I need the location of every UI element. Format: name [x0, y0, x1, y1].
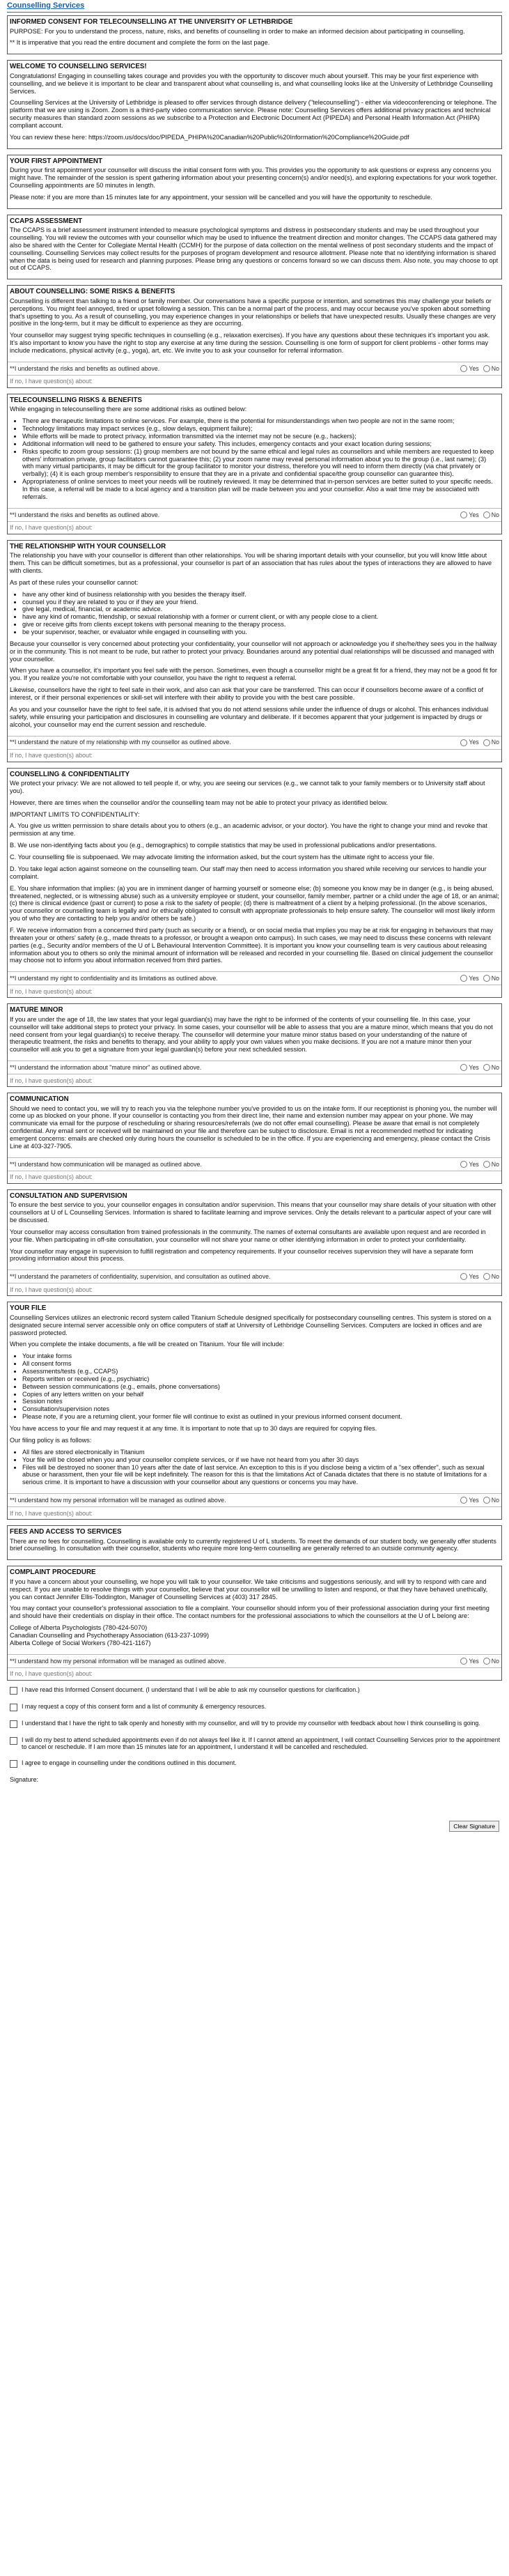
paragraph: Your counsellor may access consultation from trained professionals in the community. The names of external consultants are available upon request and are recorded in your file. When participating in off-site consultation, your counsellor will not share your name or other identifying information in order to protect your confidentiality. — [10, 1228, 486, 1243]
section-body — [8, 1578, 501, 1654]
radio-yes-label: Yes — [469, 364, 479, 372]
acknowledgement-text: **I understand the nature of my relationship with my counsellor as outlined above. — [10, 739, 231, 746]
radio-no-label: No — [491, 1657, 499, 1665]
section-title: TELECOUNSELLING RISKS & BENEFITS — [10, 396, 142, 404]
section-minor — [7, 1003, 502, 1087]
radio-no-circle[interactable] — [483, 365, 490, 372]
acknowledgement-text: **I understand the parameters of confidentiality, supervision, and consultation as outlined above. — [10, 1273, 271, 1281]
sections-container — [7, 15, 502, 1681]
clear-signature-button[interactable]: Clear Signature — [449, 1821, 499, 1832]
question-input[interactable] — [8, 1667, 501, 1680]
radio-no-circle[interactable] — [483, 1497, 490, 1504]
section-body — [8, 167, 501, 208]
consent-checkbox-item[interactable] — [7, 1720, 502, 1728]
bullet-item: • give or receive gifts from clients except tokens with personal meaning to the therapy process. — [22, 621, 499, 628]
checkbox[interactable] — [10, 1720, 17, 1728]
paragraph: There are no fees for counselling. Counselling is available only to currently registered U of L students. To meet the demands of our student body, we generally offer students brief counselling. In consultation with their counsellor, students who require more long-term counselling are generally referred to an outside community agency. — [10, 1537, 496, 1552]
radio-yes[interactable] — [460, 1658, 478, 1665]
paragraph: Our filing policy is as follows: — [10, 1436, 92, 1444]
section-informed — [7, 15, 502, 54]
paragraph: While engaging in telecounselling there are some additional risks as outlined below: — [10, 406, 247, 413]
radio-no-label: No — [491, 1063, 499, 1071]
bullet-item: • Technology limitations may impact services (e.g., slow delays, equipment failure); — [22, 425, 499, 433]
question-input[interactable] — [8, 375, 501, 387]
section-body — [8, 1201, 501, 1270]
checkbox[interactable] — [10, 1760, 17, 1768]
section-title: COMMUNICATION — [10, 1095, 69, 1104]
acknowledgement-text: **I understand how my personal information will be managed as outlined above. — [10, 1496, 226, 1504]
section-first — [7, 155, 502, 209]
acknowledgement-row — [8, 508, 501, 521]
radio-no[interactable] — [483, 511, 499, 518]
checkbox-label: I understand that I have the right to talk openly and honestly with my counsellor, and will try to provide my counsellor with feedback about how I think counselling is going. — [22, 1719, 480, 1727]
question-input[interactable] — [8, 1171, 501, 1183]
bullet-item: • Between session communications (e.g., emails, phone conversations) — [22, 1383, 499, 1391]
bullet-item: • All consent forms — [22, 1360, 499, 1368]
section-file — [7, 1302, 502, 1520]
radio-yes-circle[interactable] — [460, 1658, 467, 1665]
paragraph: As part of these rules your counsellor cannot: — [10, 578, 139, 586]
bullet-item: • have any other kind of business relationship with you besides the therapy itself. — [22, 591, 499, 599]
radio-yes-label: Yes — [469, 511, 479, 518]
paragraph: Congratulations! Engaging in counselling takes courage and provides you with the opportunity to discover much about yourself. This may be your first experience with counselling, and we believe it is important to be clear and transparent about what counselling is, and what counselling looks like at the University of Lethbridge Counselling Services. — [10, 72, 493, 95]
radio-yes[interactable] — [460, 511, 478, 518]
section-about — [7, 285, 502, 388]
paragraph: IMPORTANT LIMITS TO CONFIDENTIALITY: — [10, 810, 140, 818]
radio-no-circle[interactable] — [483, 1161, 490, 1168]
consent-checklist — [7, 1686, 502, 1768]
checkbox[interactable] — [10, 1737, 17, 1745]
radio-no-label: No — [491, 1496, 499, 1504]
yes-no-radio-group — [460, 739, 499, 746]
paragraph: The CCAPS is a brief assessment instrument intended to measure psychological symptoms and distress in postsecondary students and may be used throughout your counselling. You will review the outcomes with your counsellor which may be used to influence the treatment direction and monitor changes. The CCAPS data gathered may also be shared with the Center for Collegiate Mental Health (CCMH) for the purpose of data collection on the mental wellness of post secondary students and the impact of counselling. Counselling Services may collect results for the purposes of program development and resource allotment. Please note that no identifying information is shared when the data is being used for research and planning purposes. Please bring any questions or concerns forward so we can discuss them. Also note, you may choose to opt out of CCAPS. — [10, 226, 499, 272]
radio-no-circle[interactable] — [483, 1273, 490, 1280]
section-title: CCAPS ASSESSMENT — [10, 217, 83, 225]
radio-no[interactable] — [483, 739, 499, 746]
section-welcome — [7, 60, 502, 148]
checkbox[interactable] — [10, 1704, 17, 1711]
radio-yes-circle[interactable] — [460, 511, 467, 518]
paragraph: During your first appointment your counsellor will discuss the initial consent form with you. This provides you the opportunity to ask questions or express any concerns you might have. The remainder of the session is spent gathering information about your presenting concern(s) and/or need(s), and exploring expectations for your work together. Counselling appointments are 50 minutes in length. — [10, 167, 498, 189]
bullet-item: • While efforts will be made to protect privacy, information transmitted via the internet may not be secure (e.g., hackers); — [22, 433, 499, 440]
section-body — [8, 406, 501, 507]
yes-no-radio-group — [460, 365, 499, 372]
yes-no-radio-group — [460, 1064, 499, 1071]
radio-no-circle[interactable] — [483, 739, 490, 746]
question-input[interactable] — [8, 1506, 501, 1519]
radio-no[interactable] — [483, 1064, 499, 1071]
section-title: COMPLAINT PROCEDURE — [10, 1568, 96, 1577]
yes-no-radio-group — [460, 1273, 499, 1280]
paragraph: You may contact your counsellor's professional association to file a complaint. Your counsellor should inform you of their professional association during your first meeting and should have their credentials on display in their office. The contact numbers for the professional associations to which the counsellors at the U of L belong are: — [10, 1605, 490, 1620]
acknowledgement-row — [8, 1654, 501, 1667]
radio-yes[interactable] — [460, 1497, 478, 1504]
paragraph: If you are under the age of 18, the law states that your legal guardian(s) may have the right to be informed of the contents of your counselling file. In this case, your counsellor will take additional steps to protect your privacy. In some cases, your counsellor will be able to assess that you are a mature minor, which means that you do not need consent from your legal guardian(s) to receive therapy. The counsellor will determine your mature minor status based on your understanding of the nature of therapeutic treatment, the risks and benefits to therapy, and your ability to apply your own values when you make decisions. If you are not a mature minor then your counsellor will ask you to get a signature from your legal guardian(s) before your next scheduled session. — [10, 1015, 493, 1054]
bullet-list — [10, 1449, 499, 1486]
section-title: COUNSELLING & CONFIDENTIALITY — [10, 770, 130, 778]
signature-block — [7, 1776, 502, 1833]
acknowledgement-row — [8, 1061, 501, 1074]
bullet-item: • Please note, if you are a returning client, your former file will continue to exist as outlined in your previous informed consent document. — [22, 1413, 499, 1421]
radio-yes[interactable] — [460, 1273, 478, 1280]
acknowledgement-row — [8, 1270, 501, 1283]
section-title: ABOUT COUNSELLING: SOME RISKS & BENEFITS — [10, 288, 175, 296]
bullet-item: • Consultation/supervision notes — [22, 1405, 499, 1413]
paragraph: ** It is imperative that you read the entire document and complete the form on the last page. — [10, 39, 270, 47]
acknowledgement-text: **I understand the risks and benefits as outlined above. — [10, 364, 160, 372]
section-body — [8, 1314, 501, 1493]
radio-yes-circle[interactable] — [460, 1064, 467, 1071]
paragraph: D. You take legal action against someone on the counselling team. Our staff may then need to access information you shared while receiving our services to handle your complaint. — [10, 865, 487, 880]
section-body — [8, 552, 501, 735]
paragraph: If you have a concern about your counselling, we hope you will talk to your counsellor. We take criticisms and suggestions seriously, and will try to respond with care and respect. If you are unable to resolve things with your counsellor, believe that your counsellor will be unwilling to listen and respond, or that they have behaved unethically, you can contact Jennifer Ellis-Toddington, Manager of Counselling Services at (403) 317 2845. — [10, 1578, 488, 1601]
paragraph: We protect your privacy: We are not allowed to tell people if, or why, you are seeing our services (e.g., we cannot talk to your family members or to University staff about you). — [10, 780, 485, 794]
acknowledgement-text: **I understand my right to confidentiality and its limitations as outlined above. — [10, 975, 218, 982]
section-fees — [7, 1525, 502, 1560]
section-title: WELCOME TO COUNSELLING SERVICES! — [10, 63, 147, 71]
bullet-list — [10, 591, 499, 636]
section-body — [8, 1538, 501, 1560]
paragraph: E. You share information that implies: (a) you are in imminent danger of harming yourself or someone else; (b) someone you know may be in danger (e.g., is being abused, threatened, neglected, or is witnessing abuse) such as a university employee or student, your counsellor, family member, partner or a child under the age of 18, or an animal; (c) there is clinical evidence (past or current) to pose a risk to the safety of people; (d) there is maltreatment of a client by a helping professional. (In the above scenarios, your counsellor or counselling team is legally and /or ethically obligated to consult with appropriate professionals to help ensure safety. The counsellor will most likely inform you of who they are contacting to help you and/or others be safe.) — [10, 884, 499, 923]
radio-no[interactable] — [483, 1161, 499, 1168]
radio-yes-label: Yes — [469, 1160, 479, 1168]
bullet-item: • Copies of any letters written on your behalf — [22, 1391, 499, 1398]
paragraph: Counselling Services at the University of Lethbridge is pleased to offer services through distance delivery ("telecounselling") - either via videoconferencing or telephone. The platform that we are using is Zoom. Zoom is a third-party video communication service. Please note: Counselling Services offers additional privacy practices and technical security measures than standard zoom sessions as we subscribe to a Protection and Electronic Document Act (PIPEDA) and Personal Health Information Act (PHIPA) compliant account. — [10, 99, 497, 129]
question-input[interactable] — [8, 1283, 501, 1295]
signature-label: Signature: — [10, 1775, 39, 1783]
bullet-item: • Appropriateness of online services to meet your needs will be routinely reviewed. It may be determined that in-person services are better suited to your specific needs. In this case, a referral will be made to a local agency and a transition plan will be made between you and your counsellor. Also a wait time may be associated with referrals. — [22, 478, 499, 501]
section-relationship — [7, 540, 502, 762]
bullet-item: • counsel you if they are related to you or if they are your friend. — [22, 599, 499, 606]
section-title: CONSULTATION AND SUPERVISION — [10, 1191, 127, 1200]
bullet-list — [10, 417, 499, 500]
question-input[interactable] — [8, 985, 501, 997]
radio-yes-label: Yes — [469, 1063, 479, 1071]
paragraph: A. You give us written permission to share details about you to others (e.g., an academic advisor, or your doctor). You have the right to change your mind and revoke that permission at any time. — [10, 822, 487, 838]
radio-yes-circle[interactable] — [460, 1161, 467, 1168]
paragraph: F. We receive information from a concerned third party (such as security or a friend), or on social media that implies you may be at risk for engaging in behaviours that may threaten your or others' safety (e.g., made threats to a professor, or brought a weapon onto campus). In such cases, we may need to discuss these concerns with relevant parties (e.g., Security and/or members of the U of L Behavioural Intervention Committee). It is important you know your counselling team is very cautious about releasing information about you to others so only the minimal amount of information will be released and recorded in your counselling file. Based on clinical judgement the counsellor may choose not to inform you about information received from third parties. — [10, 926, 494, 964]
bullet-item: • There are therapeutic limitations to online services. For example, there is the potential for misunderstandings when two people are not in the same room; — [22, 417, 499, 425]
acknowledgement-text: **I understand the information about "mature minor" as outlined above. — [10, 1063, 202, 1071]
radio-yes[interactable] — [460, 1064, 478, 1071]
radio-yes-label: Yes — [469, 1273, 479, 1281]
radio-no-label: No — [491, 364, 499, 372]
section-title: INFORMED CONSENT FOR TELECOUNSELLING AT THE UNIVERSITY OF LETHBRIDGE — [10, 17, 293, 26]
section-title: MATURE MINOR — [10, 1006, 63, 1015]
bullet-item: • Assessments/tests (e.g., CCAPS) — [22, 1368, 499, 1375]
page-title-link[interactable]: Counselling Services — [7, 1, 85, 10]
radio-yes[interactable] — [460, 365, 478, 372]
section-body — [8, 1016, 501, 1061]
yes-no-radio-group — [460, 1161, 499, 1168]
paragraph: Please note: if you are more than 15 minutes late for any appointment, your session will be cancelled and you will have the opportunity to reschedule. — [10, 193, 432, 201]
bullet-item: • be your supervisor, teacher, or evaluator while engaged in counselling with you. — [22, 628, 499, 636]
section-communication — [7, 1093, 502, 1184]
checkbox-label: I agree to engage in counselling under the conditions outlined in this document. — [22, 1759, 237, 1766]
acknowledgement-row — [8, 736, 501, 749]
radio-no-label: No — [491, 975, 499, 982]
section-title: YOUR FILE — [10, 1304, 47, 1313]
consent-checkbox-item[interactable] — [7, 1686, 502, 1695]
paragraph: Because your counsellor is very concerned about protecting your confidentiality, your counsellor will not approach or acknowledge you if she/he/they sees you in the hallway or in the community. This is not meant to be rude, but rather to protect your privacy. Boundaries around any potential dual relationships will be discussed and managed with your counsellor. — [10, 640, 497, 663]
checkbox-label: I may request a copy of this consent form and a list of community & emergency resources. — [22, 1702, 267, 1710]
paragraph: Counselling Services utilizes an electronic record system called Titanium Schedule designed specifically for postsecondary counselling centres. This system is stored on a designated secure internal server accessible only on office computers of staff at University of Lethbridge Counselling Services. Computers are locked in offices and are password protected. — [10, 1313, 492, 1336]
checkbox-label: I have read this Informed Consent document. (I understand that I will be able to ask my counsellor questions for clarification.) — [22, 1686, 360, 1693]
radio-yes[interactable] — [460, 739, 478, 746]
acknowledgement-text: **I understand how my personal information will be managed as outlined above. — [10, 1657, 226, 1665]
radio-no[interactable] — [483, 975, 499, 982]
consent-checkbox-item[interactable] — [7, 1736, 502, 1751]
radio-yes[interactable] — [460, 975, 478, 982]
paragraph: However, there are times when the counsellor and/or the counselling team may not be able to protect your privacy as identified below. — [10, 799, 388, 806]
bullet-item: • All files are stored electronically in Titanium — [22, 1449, 499, 1456]
section-body — [8, 780, 501, 971]
header-divider — [7, 12, 502, 13]
yes-no-radio-group — [460, 975, 499, 982]
bullet-item: • give legal, medical, financial, or academic advice. — [22, 606, 499, 613]
radio-no[interactable] — [483, 1273, 499, 1280]
radio-yes-label: Yes — [469, 1496, 479, 1504]
radio-yes-circle[interactable] — [460, 1273, 467, 1280]
radio-yes[interactable] — [460, 1161, 478, 1168]
section-ccaps — [7, 215, 502, 280]
bullet-list — [10, 1352, 499, 1421]
paragraph: When you complete the intake documents, a file will be created on Titanium. Your file will include: — [10, 1341, 285, 1348]
bullet-item: • Reports written or received (e.g., psychiatric) — [22, 1375, 499, 1383]
paragraph: College of Alberta Psychologists (780-424-5070) Canadian Counselling and Psychotherapy Association (613-237-1099) Alberta College of Social Workers (780-421-1167) — [10, 1624, 210, 1646]
section-confidentiality — [7, 768, 502, 998]
acknowledgement-row — [8, 971, 501, 985]
checkbox[interactable] — [10, 1687, 17, 1695]
section-body — [8, 72, 501, 148]
section-body — [8, 298, 501, 362]
yes-no-radio-group — [460, 1497, 499, 1504]
checkbox-label: I will do my best to attend scheduled appointments even if do not always feel like it. If I cannot attend an appointment, I will contact Counselling Services prior to the appointment to cancel or reschedule. If I am more than 15 minutes late for an appointment, I understand it will be cancelled and rescheduled. — [22, 1736, 501, 1751]
section-body — [8, 28, 501, 54]
radio-yes-label: Yes — [469, 1657, 479, 1665]
section-body — [8, 226, 501, 279]
paragraph: The relationship you have with your counsellor is different than other relationships. You will be sharing important details with your counsellor, but you will know little about them. This can be difficult sometimes, but as a professional, your counsellor is part of an association that has rules about the types of interactions they are allowed to have with clients. — [10, 552, 492, 575]
radio-no-circle[interactable] — [483, 975, 490, 982]
section-complaint — [7, 1566, 502, 1680]
bullet-item: • Your intake forms — [22, 1352, 499, 1360]
section-consultation — [7, 1189, 502, 1297]
radio-yes-circle[interactable] — [460, 1497, 467, 1504]
acknowledgement-text: **I understand how communication will be managed as outlined above. — [10, 1160, 202, 1168]
paragraph: To ensure the best service to you, your counsellor engages in consultation and/or supervision. This means that your counsellor may share details of your situation with other counsellors at U of L Counselling Services. Information is shared to facilitate learning and improve services. Only the details relevant to a particular aspect of your care will be discussed. — [10, 1201, 496, 1224]
paragraph: When you have a counsellor, it's important you feel safe with the person. Sometimes, even though a counsellor might be a great fit for a friend, they may not be a good fit for you. If you realize you're not comfortable with your counsellor, you have the right to request a referral. — [10, 667, 497, 682]
radio-no-label: No — [491, 739, 499, 746]
radio-no[interactable] — [483, 1497, 499, 1504]
bullet-item: • Files will be destroyed no sooner than 10 years after the date of last service. An exception to this is if you disclose being a victim of a "sex offender", such as sexual abuse or harassment, then your file will be kept indefinitely. The reason for this is that the limitations Act of Canada dictates that there is no statute of limitations for a serious crime. It is important to have a discussion with your counsellor about any questions or concerns you may have. — [22, 1464, 499, 1487]
radio-yes-circle[interactable] — [460, 975, 467, 982]
question-input[interactable] — [8, 521, 501, 534]
bullet-item: • Session notes — [22, 1398, 499, 1405]
radio-no-circle[interactable] — [483, 1658, 490, 1665]
section-title: THE RELATIONSHIP WITH YOUR COUNSELLOR — [10, 542, 166, 550]
paragraph: Likewise, counsellors have the right to feel safe in their work, and also can ask that your care be transferred. This can occur if counsellors become aware of a conflict of interest, or if their personal experiences or skill-set will interfere with their ability to provide you with the best care possible. — [10, 686, 484, 702]
radio-yes-label: Yes — [469, 975, 479, 982]
yes-no-radio-group — [460, 1658, 499, 1665]
paragraph: Your counsellor may engage in supervision to fulfill registration and competency requirements. If your counsellor receives supervision they will have a separate form providing information about this process. — [10, 1247, 473, 1263]
bullet-item: • Additional information will need to be gathered to ensure your safety. This includes, emergency contacts and your exact location during sessions; — [22, 440, 499, 448]
acknowledgement-text: **I understand the risks and benefits as outlined above. — [10, 511, 160, 518]
bullet-item: • Your file will be closed when you and your counsellor complete services, or if we have not heard from you after 30 days — [22, 1456, 499, 1464]
paragraph: Your counsellor may suggest trying specific techniques in counselling (e.g., relaxation exercises). If you have any questions about these techniques it's important you ask. It's also important to know you have the right to stop any exercise at any time during the session. Counselling is one form of support for client problems - other forms may include medications, physical activity (e.g., yoga), art, etc. We invite you to ask your counsellor for referral information. — [10, 332, 490, 355]
paragraph: Counselling is different than talking to a friend or family member. Our conversations have a specific purpose or intention, and sometimes this may challenge your beliefs or perceptions. You might feel annoyed, tired or upset following a session. This can be a normal part of the process, and may occur because you've spoken about something that's upsetting to you. As a result of counselling, you may experience changes in your relationships or beliefs that have unexpected results. Usually these changes are very positive in the long-term, but it may be difficult to experience as they are occurring. — [10, 297, 496, 327]
radio-yes-circle[interactable] — [460, 739, 467, 746]
section-tele — [7, 394, 502, 534]
signature-pad[interactable] — [10, 1783, 38, 1832]
consent-checkbox-item[interactable] — [7, 1703, 502, 1711]
radio-yes-circle[interactable] — [460, 365, 467, 372]
radio-no-circle[interactable] — [483, 1064, 490, 1071]
radio-no-circle[interactable] — [483, 511, 490, 518]
question-input[interactable] — [8, 1074, 501, 1086]
paragraph: B. We use non-identifying facts about you (e.g., demographics) to compile statistics that may be used in professional publications and/or presentations. — [10, 842, 437, 849]
section-title: YOUR FIRST APPOINTMENT — [10, 157, 102, 165]
yes-no-radio-group — [460, 511, 499, 518]
question-input[interactable] — [8, 749, 501, 762]
paragraph: PURPOSE: For you to understand the process, nature, risks, and benefits of counselling in order to make an informed decision about participating in counselling. — [10, 27, 465, 35]
paragraph: You can review these here: https://zoom.us/docs/doc/PIPEDA_PHIPA%20Canadian%20Public%20Information%20Compliance%20Guide.pdf — [10, 133, 409, 141]
paragraph: Should we need to contact you, we will try to reach you via the telephone number you've provided to us on the intake form. If our receptionist is phoning you, the number will come up as blocked on your phone. If your counsellor is contacting you from their direct line, their name and extension number may appear on your phone. We may communicate via email for the purpose of rescheduling or sharing resources/referrals (we do not offer email counselling). Please be aware that email is not completely confidential. Any email sent or received will be maintained on your file and therefore can be subject to disclosure. Email is not a recommended method for indicating emergent concerns: emails are checked only during hours the counsellor is scheduled to be in the office. If you are experiencing and emergency, please contact the Crisis Line at 403-327-7905. — [10, 1104, 497, 1150]
acknowledgement-row — [8, 362, 501, 375]
acknowledgement-row — [8, 1493, 501, 1506]
radio-no-label: No — [491, 1273, 499, 1281]
consent-checkbox-item[interactable] — [7, 1759, 502, 1768]
section-title: FEES AND ACCESS TO SERVICES — [10, 1528, 122, 1536]
paragraph: As you and your counsellor have the right to feel safe, it is advised that you do not attend sessions while under the influence of drugs or alcohol. This enhances individual safety, while ensuring your participation and disclosures in counselling are voluntary and deliberate. If it becomes apparent that your judgement is impacted by drugs or alcohol, your counsellor may end the current session and reschedule. — [10, 705, 489, 728]
radio-no-label: No — [491, 511, 499, 518]
paragraph: C. Your counselling file is subpoenaed. We may advocate limiting the information asked, but the court system has the ultimate right to access your file. — [10, 854, 434, 861]
bullet-item: • have any kind of romantic, friendship, or sexual relationship with a former or current client, or with any people close to a client. — [22, 613, 499, 621]
bullet-item: • Risks specific to zoom group sessions: (1) group members are not bound by the same ethical and legal rules as counsellors and while members are requested to keep others' information private, group facilitators cannot guarantee this; (2) your zoom name may reveal personal information about you to the group (i.e., last name); (3) with many virtual participants, it may be difficult for the group facilitator to monitor your distress, therefore you will need to inform them directly (via chat privately or verbally); (4) it is each group member's responsibility to ensure that they are in a private and confidential space/the group counsellor can guarantee this). — [22, 448, 499, 478]
radio-no[interactable] — [483, 1658, 499, 1665]
acknowledgement-row — [8, 1157, 501, 1171]
section-body — [8, 1105, 501, 1157]
radio-no-label: No — [491, 1160, 499, 1168]
paragraph: You have access to your file and may request it at any time. It is important to note that up to 30 days are required for copying files. — [10, 1425, 377, 1433]
radio-no[interactable] — [483, 365, 499, 372]
radio-yes-label: Yes — [469, 739, 479, 746]
